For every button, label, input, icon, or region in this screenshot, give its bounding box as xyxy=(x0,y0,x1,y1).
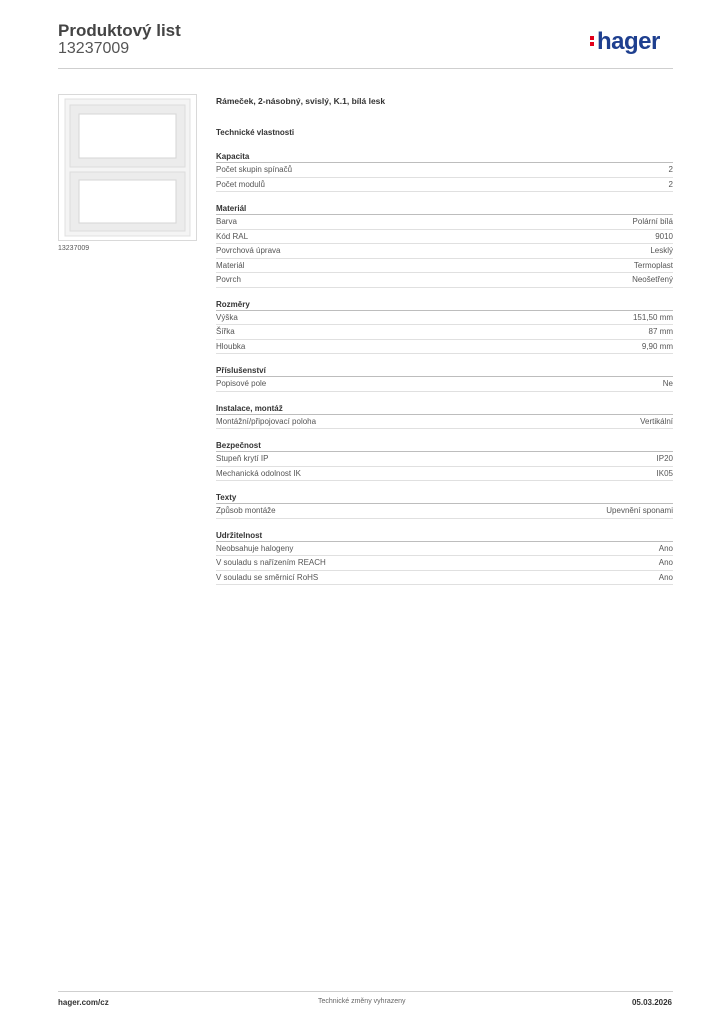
spec-label: Kód RAL xyxy=(216,231,249,241)
logo-dots-icon xyxy=(590,34,595,48)
spec-label: Šířka xyxy=(216,327,235,336)
spec-value: 2 xyxy=(668,165,673,174)
spec-label: Počet modulů xyxy=(216,179,265,189)
spec-label: Výška xyxy=(216,312,238,322)
spec-row xyxy=(216,230,673,245)
footer-date: 05.03.2026 xyxy=(631,998,672,1007)
spec-label: Materiál xyxy=(216,260,245,270)
spec-value: Termoplast xyxy=(633,260,673,270)
spec-value: Lesklý xyxy=(650,246,673,255)
spec-value: Ne xyxy=(662,379,673,388)
spec-label: Neobsahuje halogeny xyxy=(216,543,294,553)
spec-row xyxy=(216,311,673,326)
tech-properties-heading: Technické vlastnosti xyxy=(216,128,295,137)
section-title: Instalace, montáž xyxy=(216,403,673,415)
spec-value: Ano xyxy=(658,543,673,553)
header-divider xyxy=(58,68,673,69)
spec-value: Polární bílá xyxy=(632,217,673,226)
spec-value: 9,90 mm xyxy=(641,341,673,351)
spec-sections xyxy=(216,151,673,585)
product-code: 13237009 xyxy=(58,40,130,57)
spec-value: IK05 xyxy=(656,468,673,478)
spec-label: Počet skupin spínačů xyxy=(216,165,293,174)
spec-row xyxy=(216,259,673,274)
spec-section xyxy=(216,203,673,288)
spec-value: Ano xyxy=(658,558,673,567)
spec-row xyxy=(216,178,673,193)
spec-row xyxy=(216,415,673,430)
spec-row xyxy=(216,452,673,467)
spec-label: Stupeň krytí IP xyxy=(216,454,269,463)
section-title: Rozměry xyxy=(216,299,673,311)
spec-row xyxy=(216,571,673,586)
hager-logo xyxy=(590,28,660,56)
product-name: Rámeček, 2-násobný, svislý, K.1, bílá lesk xyxy=(216,96,386,106)
spec-row xyxy=(216,273,673,288)
section-title: Příslušenství xyxy=(216,365,673,377)
logo-text: hager xyxy=(597,28,660,55)
spec-row xyxy=(216,504,673,519)
footer-divider xyxy=(58,991,673,992)
section-title: Texty xyxy=(216,492,673,504)
spec-section xyxy=(216,403,673,430)
image-caption: 13237009 xyxy=(58,245,90,252)
spec-section xyxy=(216,365,673,392)
spec-section xyxy=(216,299,673,355)
section-title: Kapacita xyxy=(216,151,673,163)
spec-section xyxy=(216,151,673,192)
spec-value: 2 xyxy=(668,179,673,189)
product-image xyxy=(58,94,197,241)
spec-value: Vertikální xyxy=(640,416,673,426)
footer-website-link[interactable]: hager.com/cz xyxy=(58,998,109,1007)
spec-row xyxy=(216,325,673,340)
spec-section xyxy=(216,440,673,481)
spec-label: Povrchová úprava xyxy=(216,246,281,255)
spec-label: Montážní/připojovací poloha xyxy=(216,416,317,426)
spec-value: 9010 xyxy=(655,231,673,241)
spec-value: Upevnění sponami xyxy=(606,506,673,515)
spec-row xyxy=(216,467,673,482)
spec-label: V souladu s nařízením REACH xyxy=(216,558,326,567)
spec-label: Barva xyxy=(216,217,237,226)
page-title: Produktový list xyxy=(58,21,181,40)
spec-label: Povrch xyxy=(216,275,241,284)
product-details xyxy=(216,96,673,585)
spec-row xyxy=(216,377,673,392)
spec-label: Popisové pole xyxy=(216,379,267,388)
spec-row xyxy=(216,556,673,571)
section-title: Udržitelnost xyxy=(216,530,673,542)
footer-disclaimer: Technické změny vyhrazeny xyxy=(318,998,406,1005)
spec-label: Mechanická odolnost IK xyxy=(216,468,301,478)
spec-value: IP20 xyxy=(656,454,673,463)
spec-label: Hloubka xyxy=(216,341,246,351)
spec-row xyxy=(216,542,673,557)
spec-row xyxy=(216,244,673,259)
spec-label: V souladu se směrnicí RoHS xyxy=(216,572,319,582)
spec-value: 151,50 mm xyxy=(632,312,673,322)
spec-value: Ano xyxy=(658,572,673,582)
spec-section xyxy=(216,530,673,586)
section-title: Materiál xyxy=(216,203,673,215)
double-frame-icon xyxy=(59,95,196,240)
spec-row xyxy=(216,215,673,230)
spec-row xyxy=(216,163,673,178)
spec-value: Neošetřený xyxy=(632,275,673,284)
spec-label: Způsob montáže xyxy=(216,506,276,515)
spec-row xyxy=(216,340,673,355)
section-title: Bezpečnost xyxy=(216,440,673,452)
spec-section xyxy=(216,492,673,519)
spec-value: 87 mm xyxy=(648,327,673,336)
